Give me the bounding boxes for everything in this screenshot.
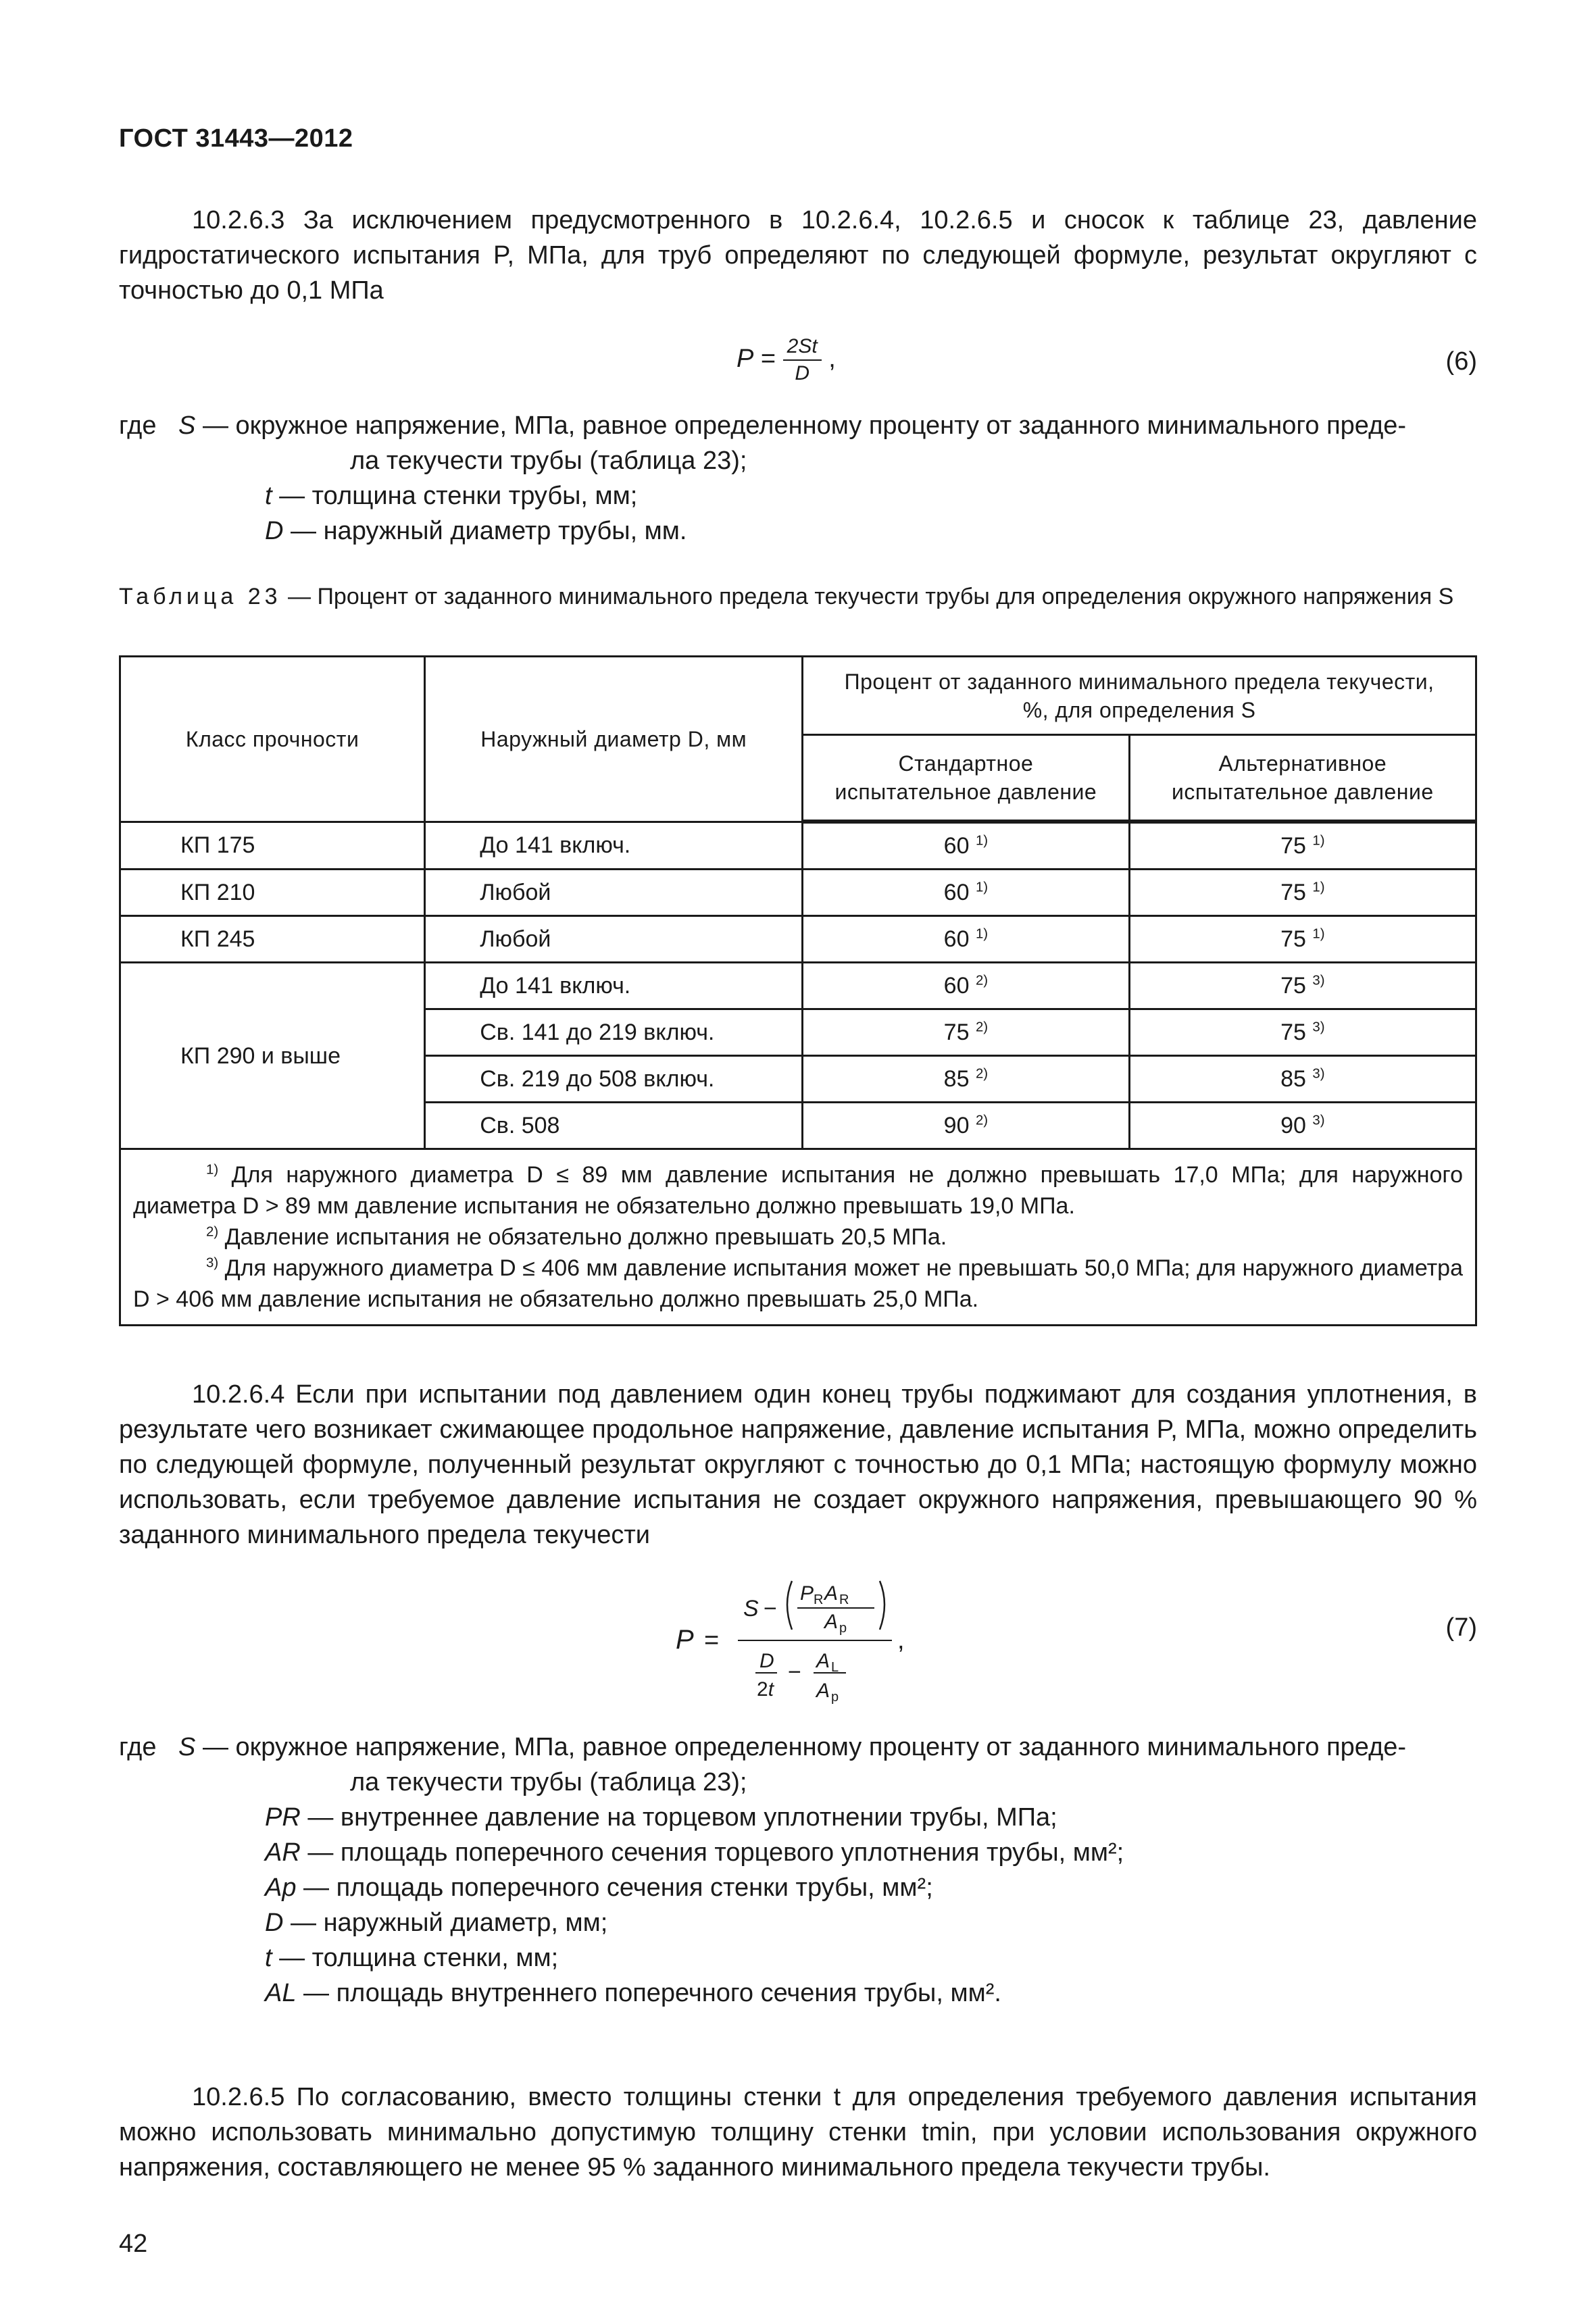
- where-2-row-pr: [119, 1800, 1477, 1835]
- document-header: ГОСТ 31443—2012: [119, 124, 353, 153]
- where-2-text: — наружный диаметр, мм;: [283, 1909, 608, 1937]
- formula-7-number: (7): [1445, 1613, 1477, 1642]
- table-notes-row: [120, 1149, 1476, 1326]
- formula-6: P = $\frac{2St}{D}$ ,: [737, 335, 836, 384]
- svg-text:A: A: [816, 1680, 830, 1702]
- svg-text:=: =: [704, 1626, 720, 1655]
- svg-text:P: P: [676, 1625, 694, 1655]
- footnote-ref: 2): [975, 1020, 989, 1035]
- where-2-symbol-d: D: [265, 1909, 284, 1937]
- svg-text:S: S: [743, 1596, 759, 1621]
- where-2-text: — толщина стенки, мм;: [272, 1944, 559, 1972]
- cell-diameter: До 141 включ.: [425, 963, 803, 1009]
- formula-6-numerator: 2St: [787, 335, 818, 357]
- where-1-text: — окружное напряжение, МПа, равное определенному проценту от заданного минимального преде-: [195, 411, 1407, 440]
- where-2-text: — площадь поперечного сечения торцевого уплотнения трубы, мм²;: [300, 1838, 1124, 1867]
- footnote-ref: 1): [975, 926, 989, 942]
- cell-alternative: [1129, 916, 1476, 963]
- cell-standard: [803, 1103, 1129, 1149]
- footnote-ref: 3): [1312, 1066, 1325, 1082]
- svg-text:−: −: [788, 1659, 801, 1685]
- cell-alternative-value: 75: [1280, 1020, 1306, 1045]
- formula-7: [676, 1567, 919, 1716]
- cell-standard-value: 85: [943, 1066, 970, 1092]
- cell-standard: [803, 822, 1129, 870]
- cell-class: КП 175: [120, 822, 425, 870]
- cell-class: КП 245: [120, 916, 425, 963]
- cell-alternative-value: 75: [1280, 926, 1306, 952]
- where-2-row-t: [119, 1940, 1477, 1976]
- formula-6-number: (6): [1445, 347, 1477, 376]
- footnote-ref: 1): [1312, 833, 1325, 849]
- paragraph-10-2-6-4: 10.2.6.4 Если при испытании под давлением один конец трубы поджимают для создания уплотнения, в результате чего возникает сжимающее продольное напряжение, давление испытания P, МПа, можно определить по следующей формуле, полученный результат округляют с точностью до 0,1 МПа; настоящую формулу можно использовать, если требуемое давление испытания не создает окружного напряжения, превышающего 90 % заданного минимального предела текучести: [119, 1380, 1477, 1549]
- cell-standard: [803, 870, 1129, 916]
- footnote-ref: 1): [1312, 880, 1325, 895]
- where-2-row-s-cont: ла текучести трубы (таблица 23);: [350, 1768, 747, 1796]
- svg-text:2t: 2t: [757, 1678, 774, 1701]
- cell-diameter: Св. 219 до 508 включ.: [425, 1056, 803, 1103]
- svg-text:P: P: [800, 1582, 814, 1605]
- cell-alternative-value: 85: [1280, 1066, 1306, 1092]
- where-1-row-t: [119, 478, 1477, 513]
- where-block-1: [119, 408, 1477, 549]
- where-block-2: [119, 1730, 1477, 2011]
- cell-standard-value: 75: [943, 1020, 970, 1045]
- where-2-text: — внутреннее давление на торцевом уплотнении трубы, МПа;: [300, 1803, 1057, 1832]
- cell-standard: [803, 1056, 1129, 1103]
- footnote-ref: 1): [1312, 926, 1325, 942]
- cell-diameter: До 141 включ.: [425, 822, 803, 870]
- svg-text:D: D: [759, 1650, 774, 1672]
- footnote-ref: 3): [1312, 973, 1325, 988]
- where-2-text: — окружное напряжение, МПа, равное определенному проценту от заданного минимального преде-: [195, 1733, 1407, 1761]
- svg-text:R: R: [839, 1592, 849, 1607]
- svg-text:−: −: [764, 1596, 777, 1621]
- where-1-text: — наружный диаметр трубы, мм.: [283, 517, 687, 545]
- where-2-text: — площадь внутреннего поперечного сечения трубы, мм².: [296, 1979, 1001, 2007]
- cell-alternative: [1129, 870, 1476, 916]
- where-2-symbol-t: t: [265, 1944, 272, 1972]
- note-mark: 1): [206, 1162, 219, 1178]
- where-2-row-ar: [119, 1835, 1477, 1870]
- where-1-intro: где: [119, 411, 157, 440]
- page-number: 42: [119, 2230, 148, 2258]
- svg-text:,: ,: [897, 1626, 905, 1655]
- where-2-symbol: S: [178, 1733, 196, 1761]
- where-1-symbol: D: [265, 517, 284, 545]
- cell-alternative: [1129, 1009, 1476, 1056]
- where-2-symbol-pr: PR: [265, 1803, 301, 1832]
- where-2-symbol-ar: AR: [265, 1838, 301, 1867]
- cell-class: КП 210: [120, 870, 425, 916]
- svg-text:R: R: [814, 1592, 824, 1607]
- cell-alternative: [1129, 963, 1476, 1009]
- note-text: Для наружного диаметра D ≤ 406 мм давление испытания может не превышать 50,0 МПа; для наружного диаметра D > 406 мм давление испытания не обязательно должно превышать 25,0 МПа.: [133, 1255, 1463, 1312]
- cell-standard-value: 60: [943, 926, 970, 952]
- cell-standard: [803, 1009, 1129, 1056]
- cell-alternative-value: 90: [1280, 1113, 1306, 1138]
- cell-diameter: Любой: [425, 870, 803, 916]
- footnote-ref: 3): [1312, 1113, 1325, 1128]
- table-23: [119, 655, 1477, 1326]
- note-mark: 3): [206, 1255, 219, 1271]
- table-23-label: Таблица 23: [119, 584, 282, 609]
- cell-standard-value: 90: [943, 1113, 970, 1138]
- svg-text:A: A: [824, 1611, 839, 1633]
- table-row: [120, 822, 1476, 870]
- where-1-row-s: [119, 408, 1477, 443]
- footnote-ref: 2): [975, 1113, 989, 1128]
- paragraph-10-2-6-5: 10.2.6.5 По согласованию, вместо толщины стенки t для определения требуемого давления испытания можно использовать минимально допустимую толщину стенки tmin, при условии использования окружного напряжения, составляющего не менее 95 % заданного минимального предела текучести трубы.: [119, 2083, 1477, 2182]
- table-note-2: [133, 1222, 1463, 1253]
- where-2-symbol-al: AL: [265, 1979, 297, 2007]
- svg-text:p: p: [839, 1621, 847, 1636]
- where-2-row-s: [119, 1730, 1477, 1765]
- footnote-ref: 2): [975, 1066, 989, 1082]
- where-1-symbol: t: [265, 482, 272, 510]
- cell-standard-value: 60: [943, 880, 970, 905]
- svg-text:A: A: [816, 1650, 830, 1672]
- svg-text:A: A: [824, 1582, 839, 1605]
- svg-text:L: L: [831, 1660, 839, 1675]
- svg-text:p: p: [831, 1690, 839, 1705]
- footnote-ref: 1): [975, 833, 989, 849]
- cell-diameter: Любой: [425, 916, 803, 963]
- table-23-caption: [119, 581, 1477, 612]
- cell-class: КП 290 и выше: [120, 963, 425, 1149]
- formula-6-lhs: P: [737, 345, 754, 374]
- formula-6-denominator: D: [795, 362, 810, 384]
- col-header-class: Класс прочности: [120, 657, 425, 822]
- formula-6-fraction: [783, 335, 822, 385]
- col-header-diameter: Наружный диаметр D, мм: [425, 657, 803, 822]
- col-header-alternative: Альтернативное испытательное давление: [1129, 735, 1476, 822]
- cell-standard: [803, 963, 1129, 1009]
- cell-diameter: Св. 508: [425, 1103, 803, 1149]
- cell-standard-value: 60: [943, 833, 970, 859]
- note-mark: 2): [206, 1224, 219, 1240]
- table-notes: [120, 1149, 1476, 1326]
- table-row: [120, 963, 1476, 1009]
- formula-7-graphic: [676, 1567, 919, 1709]
- table-row: [120, 870, 1476, 916]
- where-2-intro: где: [119, 1733, 157, 1761]
- cell-diameter: Св. 141 до 219 включ.: [425, 1009, 803, 1056]
- table-23-caption-text: — Процент от заданного минимального предела текучести трубы для определения окружного напряжения S: [281, 584, 1454, 609]
- where-2-symbol-ap: Ap: [265, 1873, 297, 1902]
- cell-alternative: [1129, 1103, 1476, 1149]
- cell-alternative-value: 75: [1280, 880, 1306, 905]
- footnote-ref: 2): [975, 973, 989, 988]
- footnote-ref: 1): [975, 880, 989, 895]
- col-header-standard: Стандартное испытательное давление: [803, 735, 1129, 822]
- table-row: [120, 916, 1476, 963]
- where-2-text: — площадь поперечного сечения стенки трубы, мм²;: [296, 1873, 933, 1902]
- cell-alternative-value: 75: [1280, 973, 1306, 999]
- col-header-percent: Процент от заданного минимального предела текучести, %, для определения S: [803, 657, 1476, 735]
- where-1-row-d: [119, 513, 1477, 549]
- footnote-ref: 3): [1312, 1020, 1325, 1035]
- where-2-row-ap: [119, 1870, 1477, 1905]
- note-text: Для наружного диаметра D ≤ 89 мм давление испытания не должно превышать 17,0 МПа; для наружного диаметра D > 89 мм давление испытания не обязательно должно превышать 19,0 МПа.: [133, 1162, 1463, 1219]
- where-1-text: — толщина стенки трубы, мм;: [272, 482, 638, 510]
- cell-standard: [803, 916, 1129, 963]
- cell-alternative-value: 75: [1280, 833, 1306, 859]
- where-2-row-d: [119, 1905, 1477, 1940]
- paragraph-10-2-6-3: 10.2.6.3 За исключением предусмотренного в 10.2.6.4, 10.2.6.5 и сносок к таблице 23, давление гидростатического испытания P, МПа, для труб определяют по следующей формуле, результат округляют с точностью до 0,1 МПа: [119, 206, 1477, 305]
- cell-alternative: [1129, 1056, 1476, 1103]
- note-text: Давление испытания не обязательно должно превышать 20,5 МПа.: [218, 1224, 947, 1250]
- where-1-symbol: S: [178, 411, 196, 440]
- where-2-row-al: [119, 1976, 1477, 2011]
- table-note-1: [133, 1159, 1463, 1222]
- cell-standard-value: 60: [943, 973, 970, 999]
- where-1-row-s-cont: ла текучести трубы (таблица 23);: [350, 447, 747, 475]
- table-note-3: [133, 1253, 1463, 1315]
- cell-alternative: [1129, 822, 1476, 870]
